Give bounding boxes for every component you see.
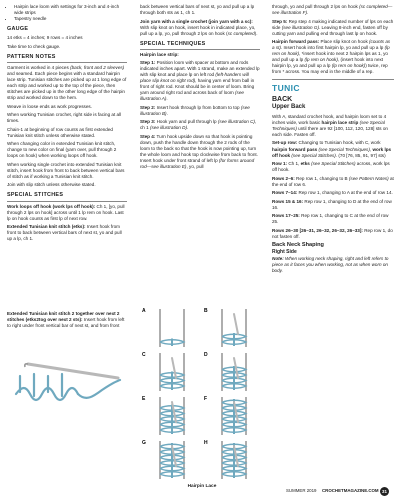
column-2 xyxy=(140,4,260,173)
list-item: • Hairpin lace loom with settings for 3-inch and 4-inch wide strips xyxy=(14,4,127,16)
step-paragraph: Step 3: Hook yarn and pull through lp (see illustration C), ch 1 (see illustration D). xyxy=(140,119,257,131)
note-paragraph: Garment is worked in 4 pieces (back, front and 2 sleeves) and seamed. Each piece begins with a standard hairpin lace strip. Tunisian stitches are picked up at 1 long edge of each strip and worked up to the top of the piece, then stitches are picked up in the other long edge of the hairpin strip and worked down to the hem. xyxy=(7,64,127,101)
figure-label: C xyxy=(142,352,146,358)
figure-label: A xyxy=(142,308,146,314)
figure-b xyxy=(204,308,246,347)
figure-g xyxy=(142,440,184,479)
note-paragraph: When working Tunisian crochet, right side is facing at all times. xyxy=(7,112,122,124)
gauge-text: 14 etks = 4 inches; 9 rows = 4 inches xyxy=(7,35,83,41)
right-side-subheading: Right Side xyxy=(272,249,297,256)
step-paragraph: Step 4: Turn hook upside down so that hook is pointing down, push the handle down through the 2 rods of the loom to the back so that the hook is now pointing up, turn the whole loom and hook top clockwise from back to front. Insert hook under front strand of left lp (for forms around rod—see illustration E), yo, pull xyxy=(140,133,258,170)
row-instruction: Rows 15 & 16: Rep row 1, changing to D at the end of row 16. xyxy=(272,198,392,210)
figure-d xyxy=(204,352,246,391)
step-paragraph: Step 1: Position loom with spacer at bottom and rods indicated inches apart. With 1 strand, make an extended lp with slip knot and place lp on left rod (left-handers will place slip knot on right rod), having yarn end from ball in front of right rod. Knot should be in center of loom. Bring yarn around right rod and across back of loom (see illustration A). xyxy=(140,59,260,102)
figure-caption: Hairpin Lace xyxy=(187,484,217,489)
row-instruction: Row 1: Ch 1, etks (see Special Stitches) across, work lps off hook. xyxy=(272,161,390,173)
crochet-hook-icon xyxy=(234,314,238,334)
gauge-heading: GAUGE xyxy=(7,26,29,33)
pattern-notes-heading: PATTERN NOTES xyxy=(7,54,127,63)
figure-label: H xyxy=(204,440,208,446)
note-paragraph: Chain-1 at beginning of row counts as first extended Tunisian knit stitch unless otherwise stated. xyxy=(7,126,113,138)
page-number: 31 xyxy=(380,487,389,496)
figure-e xyxy=(142,396,184,435)
stitch-definition: Join yarn with a single crochet (join yarn with a sc): With slip knot on hook, insert hook in indicated place, yo, pull up a lp, yo, pull through 2 lps on hook (sc completed). xyxy=(140,18,258,36)
special-techniques-heading: SPECIAL TECHNIQUES xyxy=(140,41,260,50)
crochet-hook-icon xyxy=(28,364,118,378)
row-instruction: Rows 26–30 [26–31, 26–32, 26–32, 26–33]: Rep row 1, do not fasten off. xyxy=(272,227,393,239)
special-stitches-heading: SPECIAL STITCHES xyxy=(7,192,127,201)
row-instruction: Rows 17–25: Rep row 1, changing to C at the end of row 25. xyxy=(272,213,389,225)
figure-c xyxy=(142,352,184,391)
gauge-note: Take time to check gauge. xyxy=(7,43,61,49)
figure-label: B xyxy=(204,308,208,314)
step-paragraph-cont: through, yo and pull through 2 lps on hook (sc completed—see illustration F). xyxy=(272,4,393,16)
upper-back-heading: Upper Back xyxy=(272,103,306,110)
back-heading: BACK xyxy=(272,95,293,103)
note-paragraph: Note: When working neck shaping, right and left refers to piece as it faces you when working, not as when worn on body. xyxy=(272,256,389,274)
tunic-heading: TUNIC xyxy=(272,79,394,94)
column-1 xyxy=(7,4,127,331)
stitch-definition: Extended Tunisian knit stitch 2 together over next 2 stitches (etks2tog over next 2 sts): Insert hook from left to right under front vertical bar of next st, and from front xyxy=(7,310,125,328)
issue-date: SUMMER 2019 xyxy=(286,488,317,493)
note-paragraph: Join with slip stitch unless otherwise stated. xyxy=(7,182,96,188)
technique-subheading: Hairpin lace strip: xyxy=(140,51,179,57)
stitch-definition: Work loops off hook (work lps off hook): Ch 1, [yo, pull through 2 lps on hook] across until 1 lp rem on hook. Last lp on hook counts as first lp of next row. xyxy=(7,203,125,221)
stitch-definition-cont: back between vertical bars of next st, yo and pull up a lp through both sts as 1, ch 1. xyxy=(140,4,255,16)
step-paragraph: Step 5: Rep step 4 making indicated number of lps on each side (see illustration G). Leaving 8-inch end, fasten off by cutting yarn and pulling end through last lp on hook. xyxy=(272,18,394,36)
row-instruction: Rows 2–6: Rep row 1, changing to B (see Pattern Notes) at the end of row 6. xyxy=(272,175,394,187)
row-instruction: Rows 7–14: Rep row 1, changing to A at the end of row 14. xyxy=(272,190,393,196)
back-neck-shaping-heading: Back Neck Shaping xyxy=(272,242,324,249)
list-item: • Tapestry needle xyxy=(14,16,127,22)
materials-list xyxy=(7,4,127,22)
figure-a xyxy=(142,308,184,347)
figure-label: D xyxy=(204,352,208,358)
technique-paragraph: Hairpin forward pass: Place slip knot on hook (counts as a st). Insert hook into first hairpin lp, yo and pull up a lp (lp rem on hook), *insert hook into next 2 hairpin lps as 1, yo and pull up a lp (lp rem on hook), (insert hook into next hairpin lp, yo and pull up a lp (lp rem on hook)) twice, rep from * across. You may end in the middle of a rep. xyxy=(272,39,391,75)
website: CROCHETMAGAZINE.COM xyxy=(322,488,379,493)
note-paragraph: Weave in loose ends as work progresses. xyxy=(7,103,92,109)
note-paragraph: When working single crochet into extended Tunisian knit stitch, insert hook from front to back between vertical bars of stitch as if working a Tunisian knit stitch. xyxy=(7,161,125,179)
figure-label: F xyxy=(204,396,208,402)
illustration-spacer xyxy=(7,245,127,311)
hairpin-lace-illustrations xyxy=(140,306,264,484)
figure-label: G xyxy=(142,440,146,446)
stitch-definition: Extended Tunisian knit stitch (etks): Insert hook from front to back between vertical bars of next st, yo and pull up a lp, ch 1. xyxy=(7,224,122,242)
figure-f xyxy=(204,396,246,435)
figure-label: E xyxy=(142,396,146,402)
instruction-paragraph: With A, standard crochet hook, and hairpin loom set to 4 inches wide, work basic hairpin lace strip (see Special Techniques) until there are 92 [100, 112, 120, 128] sts on each side. Fasten off. xyxy=(272,113,388,138)
row-instruction: Set-up row: Changing to Tunisian hook, with C, work hairpin forward pass (see Special Techniques), work lps off hook (see Special Stitches). (70 [76, 85, 91, 97] sts) xyxy=(272,140,392,158)
step-paragraph: Step 2: Insert hook through lp from bottom to top (see illustration B). xyxy=(140,104,250,116)
note-paragraph: When changing color in extended Tunisian knit stitch, change to new color on final (yarn over, pull through 2 loops on hook) when working loops off hook. xyxy=(7,141,117,159)
column-3 xyxy=(272,4,394,277)
figure-h xyxy=(204,440,246,479)
tunisian-stitch-illustration xyxy=(8,346,128,408)
